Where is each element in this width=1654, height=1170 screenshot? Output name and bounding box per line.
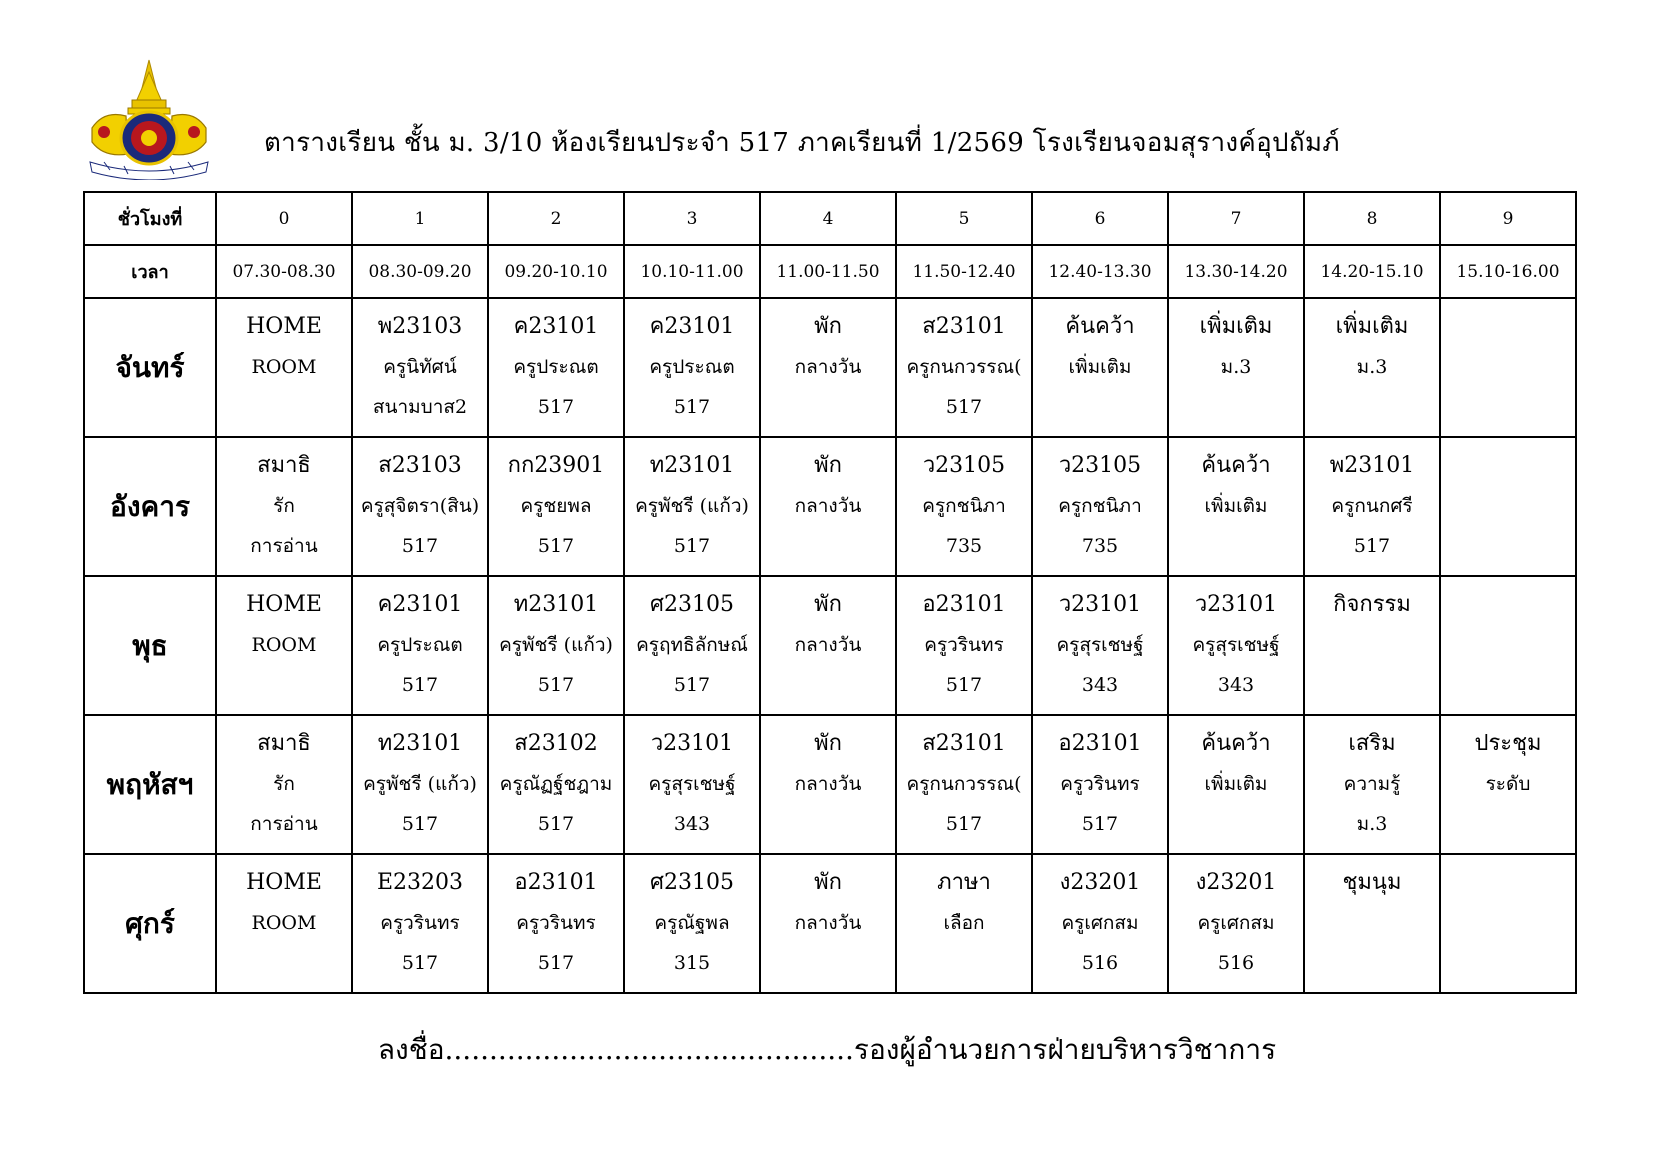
class-slot	[624, 715, 760, 854]
period-time: 11.00-11.50	[760, 245, 896, 298]
day-row	[84, 854, 1576, 993]
slot-teacher: ครูประณต	[377, 634, 463, 656]
day-row	[84, 715, 1576, 854]
slot-teacher: ม.3	[1356, 356, 1388, 378]
slot-teacher: กลางวัน	[794, 634, 862, 656]
class-slot	[896, 576, 1032, 715]
slot-subject: ส23103	[378, 453, 462, 478]
slot-subject: ว23105	[922, 453, 1006, 478]
class-slot	[1304, 854, 1440, 993]
slot-room: 517	[537, 813, 575, 835]
slot-teacher: ครูพัชรี (แก้ว)	[635, 495, 749, 517]
slot-room: 517	[945, 396, 983, 418]
page-title: ตารางเรียน ชั้น ม. 3/10 ห้องเรียนประจำ 517 ภาคเรียนที่ 1/2569 โรงเรียนจอมสุรางค์อุปถัมภ์	[264, 128, 1340, 158]
period-time: 09.20-10.10	[488, 245, 624, 298]
slot-teacher: ครูประณต	[649, 356, 735, 378]
class-slot	[760, 854, 896, 993]
slot-subject: ภาษา	[937, 870, 991, 895]
class-slot	[1440, 576, 1576, 715]
class-slot	[896, 715, 1032, 854]
class-slot	[488, 576, 624, 715]
day-name: อังคาร	[84, 437, 216, 576]
class-slot	[352, 437, 488, 576]
class-slot	[1168, 298, 1304, 437]
slot-room: 735	[945, 535, 983, 557]
period-time: 08.30-09.20	[352, 245, 488, 298]
slot-subject: HOME	[246, 592, 322, 617]
period-time: 10.10-11.00	[624, 245, 760, 298]
slot-subject: ว23101	[650, 731, 734, 756]
slot-subject: ค23101	[513, 314, 599, 339]
slot-teacher: ROOM	[251, 634, 317, 656]
slot-room: 343	[1081, 674, 1119, 696]
slot-teacher: ครูสุรเชษฐ์	[648, 773, 736, 795]
slot-subject: ว23105	[1058, 453, 1142, 478]
signature-line: ลงชื่อ..............................................รองผู้อำนวยการฝ่ายบริหารวิชาการ	[377, 1033, 1277, 1066]
slot-room: สนามบาส2	[372, 396, 468, 418]
slot-teacher: ระดับ	[1485, 773, 1531, 795]
day-name: ศุกร์	[84, 854, 216, 993]
slot-teacher: ครูวรินทร	[516, 912, 596, 934]
slot-subject: ประชุม	[1474, 731, 1542, 756]
period-header-row	[84, 192, 1576, 245]
class-slot	[488, 854, 624, 993]
slot-subject: ส23101	[922, 731, 1006, 756]
class-slot	[624, 437, 760, 576]
slot-room: 517	[537, 952, 575, 974]
slot-subject: พัก	[814, 592, 842, 617]
class-slot	[1440, 715, 1576, 854]
slot-subject: ค้นคว้า	[1201, 731, 1271, 756]
slot-teacher: กลางวัน	[794, 912, 862, 934]
class-slot	[1440, 437, 1576, 576]
slot-room: 315	[673, 952, 711, 974]
slot-teacher: ครูฤทธิลักษณ์	[636, 634, 748, 656]
class-slot	[1168, 576, 1304, 715]
school-logo	[84, 58, 214, 180]
slot-room: 517	[673, 674, 711, 696]
class-slot	[1304, 576, 1440, 715]
period-number: 6	[1032, 192, 1168, 245]
slot-subject: ง23201	[1195, 870, 1277, 895]
slot-subject: ค้นคว้า	[1065, 314, 1135, 339]
slot-teacher: รัก	[273, 495, 295, 517]
slot-room: 517	[537, 396, 575, 418]
slot-room: 517	[673, 535, 711, 557]
slot-subject: สมาธิ	[257, 731, 311, 756]
slot-teacher: ครูสุรเชษฐ์	[1056, 634, 1144, 656]
slot-teacher: กลางวัน	[794, 773, 862, 795]
slot-teacher: กลางวัน	[794, 495, 862, 517]
slot-teacher: ROOM	[251, 912, 317, 934]
slot-room: 517	[1081, 813, 1119, 835]
period-time: 07.30-08.30	[216, 245, 352, 298]
slot-subject: พัก	[814, 453, 842, 478]
class-slot	[352, 298, 488, 437]
slot-teacher: ครูกนกศรี	[1331, 495, 1413, 517]
class-slot	[1304, 715, 1440, 854]
slot-room: 343	[673, 813, 711, 835]
slot-subject: อ23101	[1058, 731, 1142, 756]
slot-teacher: ครูสุรเชษฐ์	[1192, 634, 1280, 656]
slot-subject: ชุมนุม	[1342, 870, 1402, 895]
slot-subject: ว23101	[1058, 592, 1142, 617]
slot-teacher: เพิ่มเติม	[1204, 495, 1268, 517]
period-number: 4	[760, 192, 896, 245]
slot-teacher: ROOM	[251, 356, 317, 378]
slot-subject: พัก	[814, 314, 842, 339]
class-slot	[1168, 854, 1304, 993]
slot-teacher: ความรู้	[1343, 773, 1401, 795]
slot-subject: อ23101	[922, 592, 1006, 617]
slot-room: 517	[537, 674, 575, 696]
timetable	[83, 191, 1577, 994]
class-slot	[488, 715, 624, 854]
slot-teacher: ม.3	[1220, 356, 1252, 378]
slot-subject: กก23901	[507, 453, 605, 478]
slot-subject: ท23101	[513, 592, 599, 617]
period-number: 2	[488, 192, 624, 245]
class-slot	[216, 576, 352, 715]
class-slot	[896, 298, 1032, 437]
slot-subject: กิจกรรม	[1333, 592, 1411, 617]
period-number: 9	[1440, 192, 1576, 245]
slot-teacher: ครูวรินทร	[924, 634, 1004, 656]
day-row	[84, 437, 1576, 576]
class-slot	[1168, 437, 1304, 576]
period-time: 13.30-14.20	[1168, 245, 1304, 298]
class-slot	[1032, 715, 1168, 854]
slot-subject: ง23201	[1059, 870, 1141, 895]
day-row	[84, 298, 1576, 437]
period-time: 11.50-12.40	[896, 245, 1032, 298]
class-slot	[1440, 854, 1576, 993]
period-number: 8	[1304, 192, 1440, 245]
class-slot	[624, 576, 760, 715]
class-slot	[216, 715, 352, 854]
slot-room: 517	[401, 535, 439, 557]
class-slot	[896, 437, 1032, 576]
class-slot	[352, 715, 488, 854]
period-header-label: ชั่วโมงที่	[84, 192, 216, 245]
class-slot	[216, 437, 352, 576]
class-slot	[216, 298, 352, 437]
slot-room: 517	[401, 813, 439, 835]
class-slot	[1032, 437, 1168, 576]
slot-teacher: ครูเศกสม	[1197, 912, 1275, 934]
slot-teacher: ครูวรินทร	[1060, 773, 1140, 795]
slot-subject: E23203	[376, 870, 464, 895]
slot-subject: สมาธิ	[257, 453, 311, 478]
slot-teacher: ครูกชนิภา	[1058, 495, 1142, 517]
slot-subject: HOME	[246, 870, 322, 895]
slot-room: ม.3	[1356, 813, 1388, 835]
slot-teacher: ครูพัชรี (แก้ว)	[363, 773, 477, 795]
time-header-row	[84, 245, 1576, 298]
slot-teacher: ครูกนกวรรณ(	[906, 356, 1022, 378]
class-slot	[1168, 715, 1304, 854]
slot-teacher: ครูวรินทร	[380, 912, 460, 934]
period-number: 0	[216, 192, 352, 245]
day-row	[84, 576, 1576, 715]
slot-teacher: ครูกชนิภา	[922, 495, 1006, 517]
slot-room: 517	[537, 535, 575, 557]
slot-room: 516	[1217, 952, 1255, 974]
day-name: พฤหัสฯ	[84, 715, 216, 854]
slot-room: 517	[673, 396, 711, 418]
class-slot	[1032, 298, 1168, 437]
slot-teacher: ครูเศกสม	[1061, 912, 1139, 934]
slot-room: 516	[1081, 952, 1119, 974]
class-slot	[1440, 298, 1576, 437]
period-time: 12.40-13.30	[1032, 245, 1168, 298]
slot-room: 517	[401, 674, 439, 696]
slot-room: 517	[945, 674, 983, 696]
class-slot	[624, 298, 760, 437]
slot-subject: ศ23105	[650, 870, 734, 895]
slot-subject: ท23101	[649, 453, 735, 478]
slot-teacher: กลางวัน	[794, 356, 862, 378]
slot-subject: เพิ่มเติม	[1199, 314, 1273, 339]
class-slot	[352, 854, 488, 993]
slot-subject: อ23101	[514, 870, 598, 895]
slot-teacher: เลือก	[943, 912, 985, 934]
day-name: พุธ	[84, 576, 216, 715]
slot-subject: ค23101	[377, 592, 463, 617]
class-slot	[1032, 854, 1168, 993]
slot-room: 735	[1081, 535, 1119, 557]
class-slot	[760, 715, 896, 854]
slot-subject: พ23101	[1329, 453, 1415, 478]
class-slot	[352, 576, 488, 715]
class-slot	[760, 437, 896, 576]
slot-subject: ส23102	[514, 731, 598, 756]
period-number: 3	[624, 192, 760, 245]
slot-room: การอ่าน	[250, 813, 318, 835]
slot-subject: พัก	[814, 870, 842, 895]
day-name: จันทร์	[84, 298, 216, 437]
slot-room: 343	[1217, 674, 1255, 696]
slot-teacher: ครูนิทัศน์	[383, 356, 457, 378]
time-header-label: เวลา	[84, 245, 216, 298]
class-slot	[216, 854, 352, 993]
slot-subject: ศ23105	[650, 592, 734, 617]
slot-room: การอ่าน	[250, 535, 318, 557]
period-time: 15.10-16.00	[1440, 245, 1576, 298]
slot-subject: ว23101	[1194, 592, 1278, 617]
class-slot	[760, 298, 896, 437]
slot-subject: ค้นคว้า	[1201, 453, 1271, 478]
slot-teacher: ครูประณต	[513, 356, 599, 378]
period-number: 5	[896, 192, 1032, 245]
period-number: 1	[352, 192, 488, 245]
class-slot	[1032, 576, 1168, 715]
slot-subject: เสริม	[1348, 731, 1396, 756]
slot-teacher: ครูณัฐพล	[654, 912, 730, 934]
slot-teacher: ครูชยพล	[520, 495, 592, 517]
slot-subject: เพิ่มเติม	[1335, 314, 1409, 339]
period-time: 14.20-15.10	[1304, 245, 1440, 298]
slot-teacher: ครูพัชรี (แก้ว)	[499, 634, 613, 656]
slot-teacher: ครูสุจิตรา(สิน)	[360, 495, 480, 517]
slot-teacher: เพิ่มเติม	[1068, 356, 1132, 378]
slot-subject: ส23101	[922, 314, 1006, 339]
slot-teacher: เพิ่มเติม	[1204, 773, 1268, 795]
slot-teacher: รัก	[273, 773, 295, 795]
class-slot	[488, 298, 624, 437]
class-slot	[896, 854, 1032, 993]
slot-subject: พัก	[814, 731, 842, 756]
class-slot	[1304, 298, 1440, 437]
slot-subject: พ23103	[377, 314, 463, 339]
slot-teacher: ครูณัฏฐ์ชฎาม	[499, 773, 613, 795]
slot-room: 517	[945, 813, 983, 835]
class-slot	[488, 437, 624, 576]
slot-room: 517	[1353, 535, 1391, 557]
class-slot	[624, 854, 760, 993]
class-slot	[1304, 437, 1440, 576]
class-slot	[760, 576, 896, 715]
slot-teacher: ครูกนกวรรณ(	[906, 773, 1022, 795]
slot-subject: ท23101	[377, 731, 463, 756]
slot-room: 517	[401, 952, 439, 974]
period-number: 7	[1168, 192, 1304, 245]
slot-subject: ค23101	[649, 314, 735, 339]
slot-subject: HOME	[246, 314, 322, 339]
